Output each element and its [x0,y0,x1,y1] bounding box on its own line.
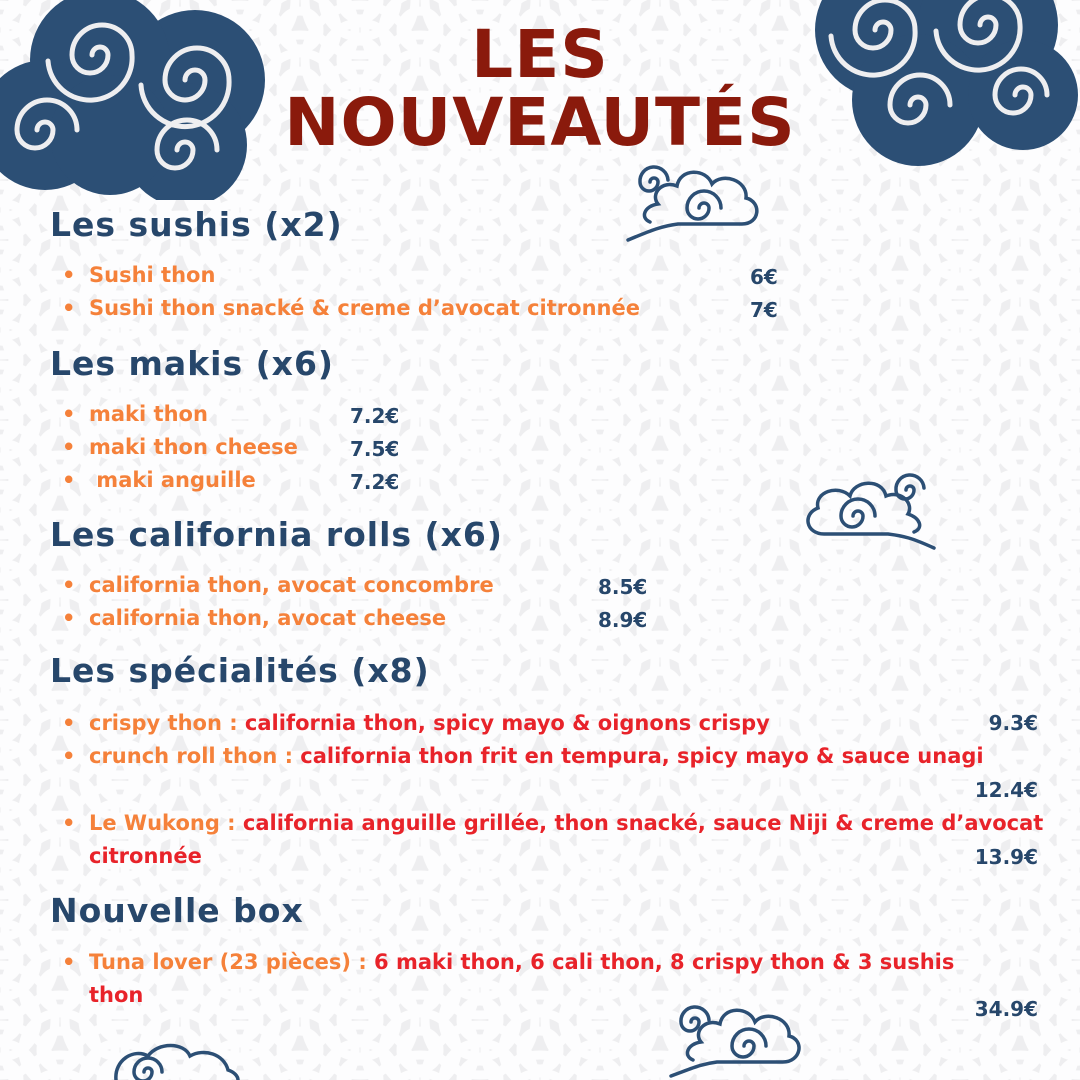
item-name: Sushi thon [89,263,216,287]
item-price: 9.3€ [988,711,1038,735]
bullet-dot-icon: • [62,263,76,287]
section-heading-sushis: Les sushis (x2) [50,205,343,244]
bullet-dot-icon: • [62,468,76,492]
cloud-swirl-icon [108,1040,243,1080]
bullet-dot-icon: • [62,435,76,459]
list-item [62,807,1064,873]
item-name: california thon, avocat concombre [89,573,494,597]
section-heading-makis: Les makis (x6) [50,344,334,383]
item-price: 7€ [750,298,778,322]
page-title-line1: LES [471,16,609,93]
item-name: Sushi thon snacké & creme d’avocat citronnée [89,296,640,320]
list-item [62,259,215,292]
section-heading-specialites: Les spécialités (x8) [50,651,430,690]
item-price: 7.2€ [350,470,400,494]
cloud-swirl-icon [622,160,764,245]
list-item [62,707,770,740]
bullet-dot-icon: • [62,573,76,597]
item-price: 7.5€ [350,437,400,461]
bullet-dot-icon: • [62,606,76,630]
list-item [62,946,979,1012]
item-name: crunch roll thon : [89,744,301,768]
bullet-dot-icon: • [62,744,76,768]
item-name: maki anguille [89,468,256,492]
cloud-swirl-icon [800,470,940,555]
item-name: Le Wukong : [89,811,243,835]
bullet-dot-icon: • [62,296,76,320]
item-description: california thon, spicy mayo & oignons crispy [244,711,770,735]
item-name: california thon, avocat cheese [89,606,447,630]
item-price: 13.9€ [974,845,1038,869]
item-price: 8.9€ [598,608,648,632]
bullet-dot-icon: • [62,811,76,835]
list-item [62,398,208,431]
item-price: 6€ [750,265,778,289]
list-item [62,431,298,464]
section-heading-california: Les california rolls (x6) [50,515,503,554]
list-item [62,569,494,602]
list-item [62,740,1044,773]
bullet-dot-icon: • [62,950,76,974]
item-price: 8.5€ [598,575,648,599]
bullet-dot-icon: • [62,402,76,426]
item-name: maki thon cheese [89,435,298,459]
list-item [62,464,256,497]
section-heading-box: Nouvelle box [50,891,304,930]
item-name: maki thon [89,402,208,426]
item-name: Tuna lover (23 pièces) : [89,950,375,974]
page-title-line2: NOUVEAUTÉS [284,84,796,161]
item-price: 7.2€ [350,404,400,428]
item-name: crispy thon : [89,711,245,735]
bullet-dot-icon: • [62,711,76,735]
cloud-swirl-icon [665,1000,810,1080]
item-description: california anguille grillée, thon snacké, sauce Niji & creme d’avocat citronnée [89,811,1044,868]
list-item [62,292,640,325]
item-description: california thon frit en tempura, spicy mayo & sauce unagi [300,744,984,768]
item-price: 12.4€ [974,778,1038,802]
item-price: 34.9€ [974,997,1038,1021]
item-description: 6 maki thon, 6 cali thon, 8 crispy thon & 3 sushis thon [89,950,955,1007]
list-item [62,602,446,635]
